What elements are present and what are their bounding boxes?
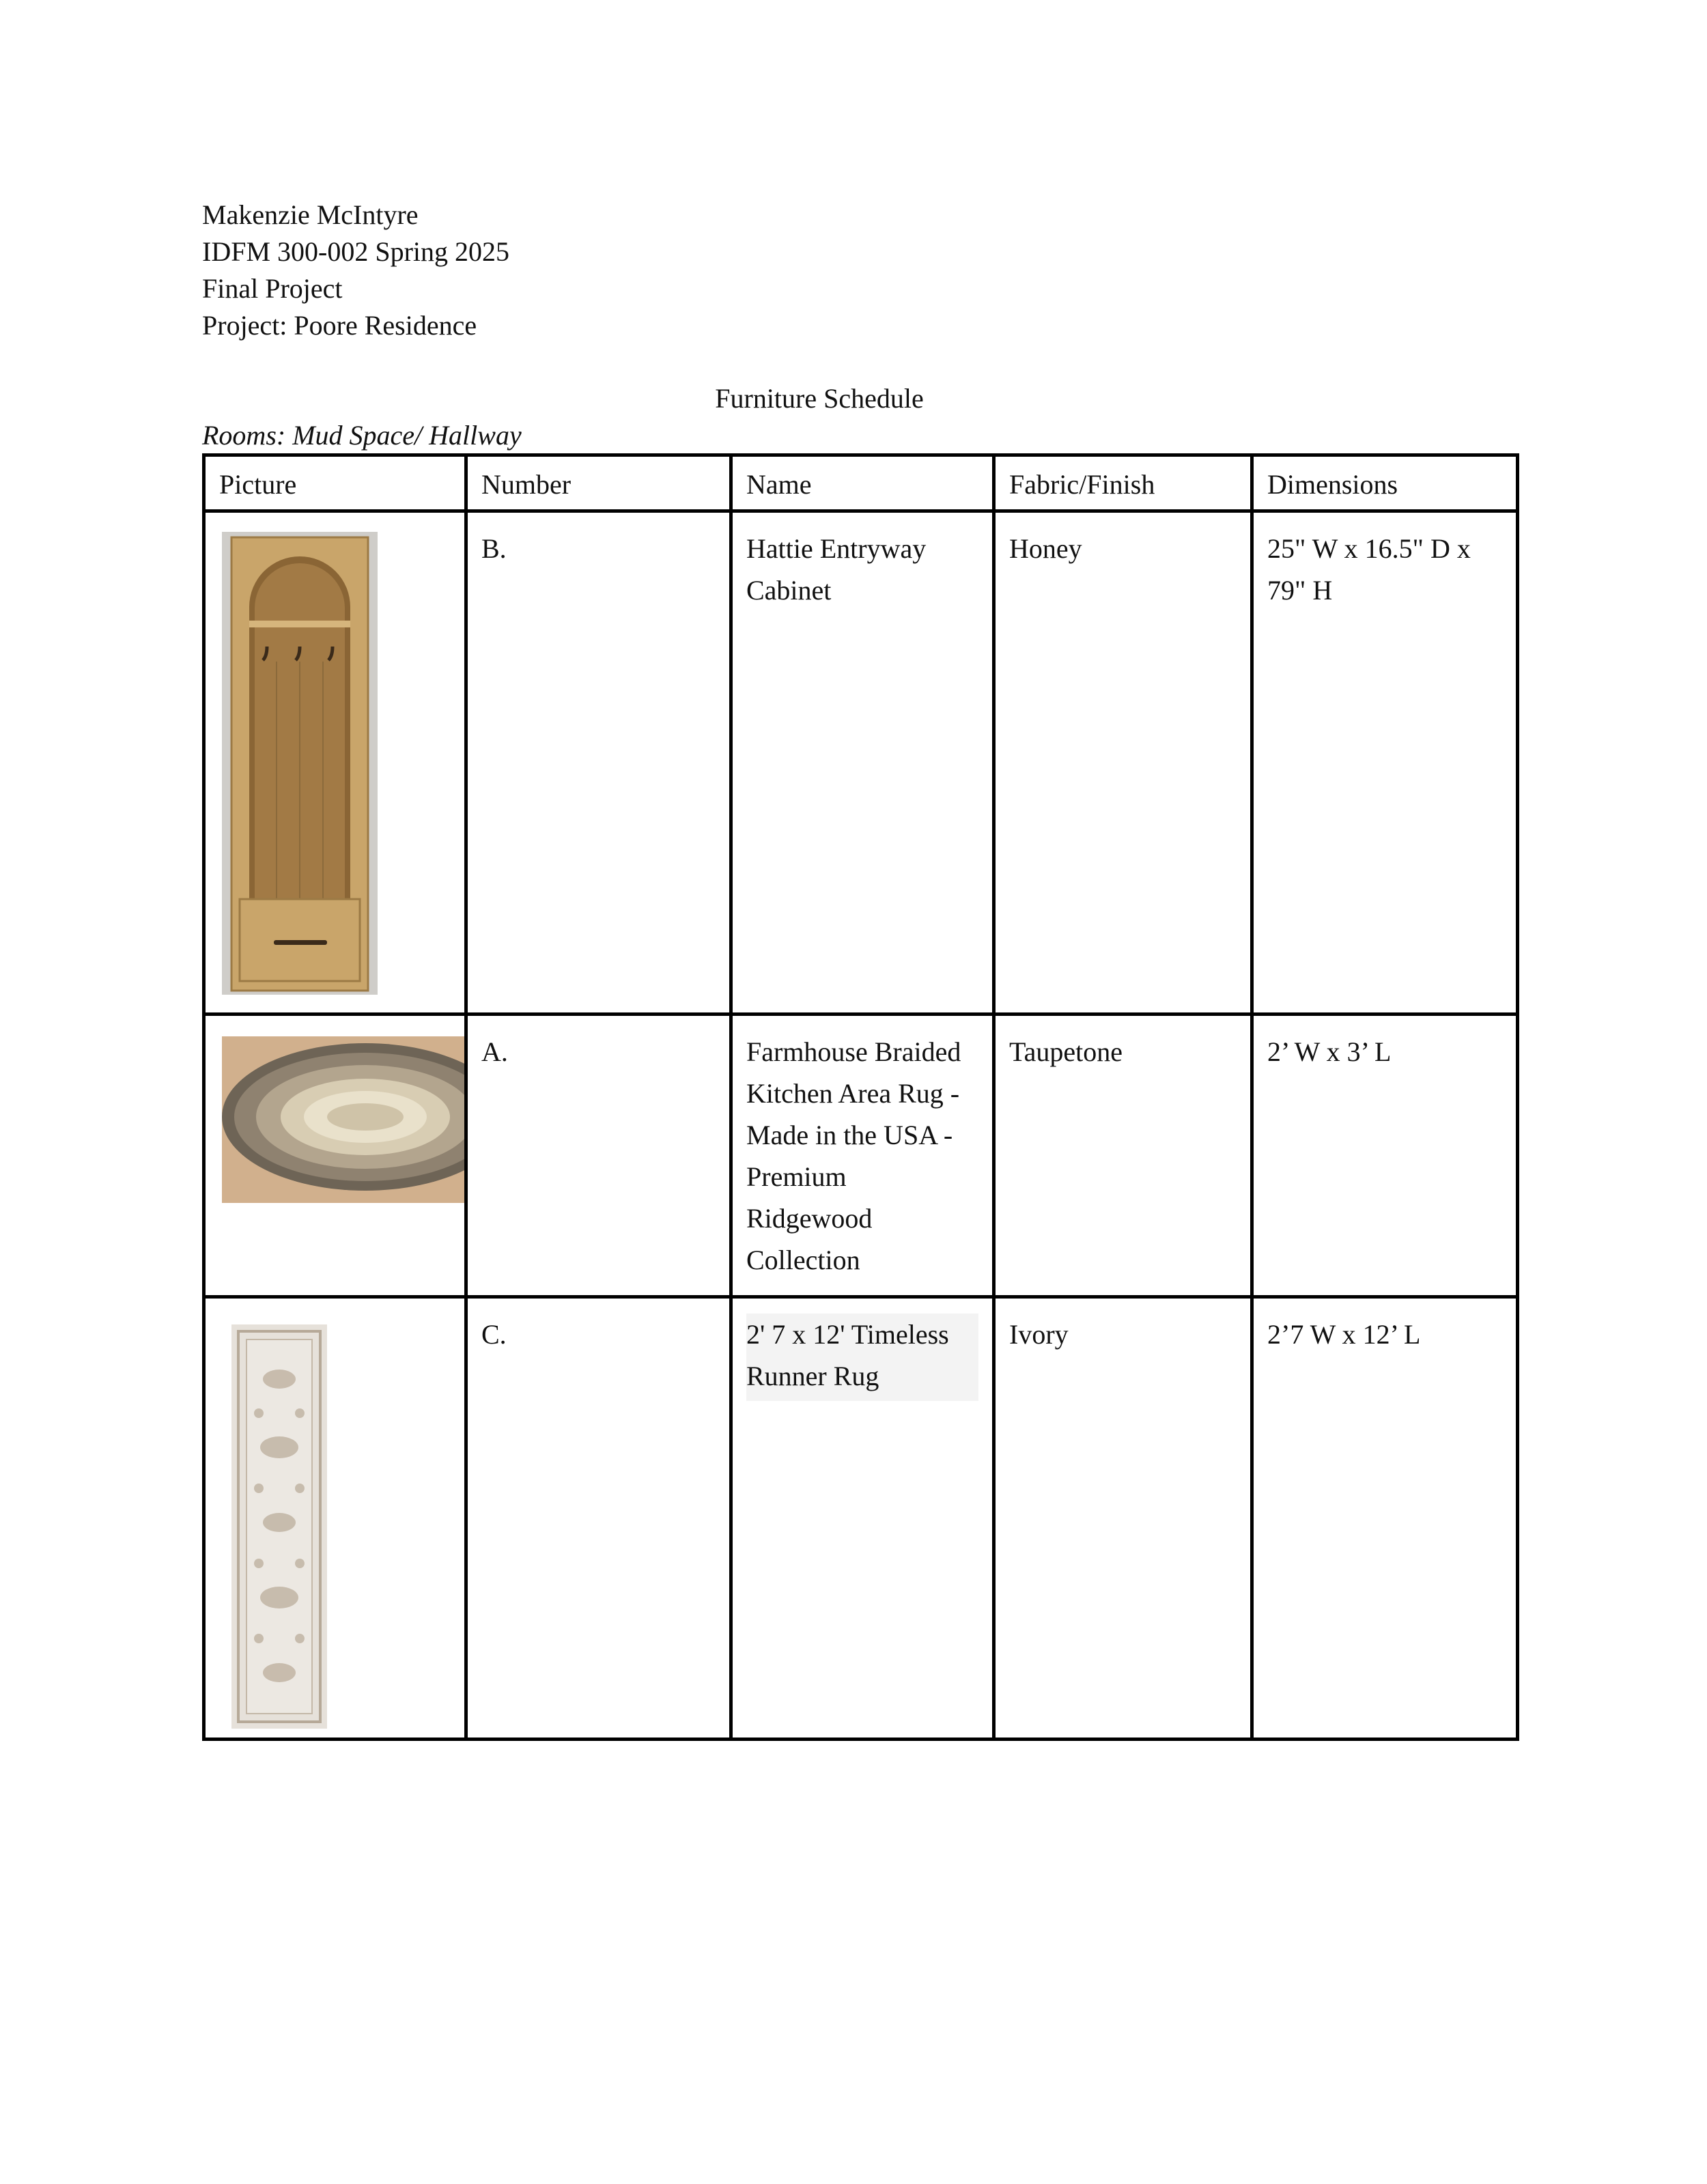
item-dimensions: 2’ W x 3’ L (1252, 1015, 1518, 1297)
column-header-dimensions: Dimensions (1252, 455, 1518, 511)
item-name: 2' 7 x 12' Timeless Runner Rug (746, 1314, 978, 1401)
item-number: C. (466, 1297, 731, 1740)
assignment-title: Final Project (202, 273, 343, 304)
rooms-label: Rooms: Mud Space/ Hallway (202, 420, 522, 451)
item-finish: Ivory (994, 1297, 1252, 1740)
item-name: Farmhouse Braided Kitchen Area Rug - Made in the USA - Premium Ridgewood Collection (731, 1015, 994, 1297)
document-title: Furniture Schedule (715, 383, 924, 414)
author-name: Makenzie McIntyre (202, 199, 419, 230)
table-row (204, 511, 1518, 1015)
item-dimensions: 25" W x 16.5" D x 79" H (1252, 511, 1518, 1015)
furniture-schedule-table (202, 453, 1519, 1741)
table-header-row (204, 455, 1518, 511)
item-name: Hattie Entryway Cabinet (731, 511, 994, 1015)
braided-oval-rug-photo (222, 1036, 466, 1203)
item-finish: Taupetone (994, 1015, 1252, 1297)
table-row (204, 1015, 1518, 1297)
item-number: B. (466, 511, 731, 1015)
item-dimensions: 2’7 W x 12’ L (1252, 1297, 1518, 1740)
column-header-finish: Fabric/Finish (994, 455, 1252, 511)
table-row (204, 1297, 1518, 1740)
entryway-cabinet-photo (222, 532, 378, 995)
header-block (202, 197, 509, 344)
column-header-picture: Picture (204, 455, 466, 511)
runner-rug-photo (231, 1324, 327, 1729)
column-header-number: Number (466, 455, 731, 511)
picture-cell (204, 511, 466, 1015)
picture-cell (204, 1297, 466, 1740)
course-info: IDFM 300-002 Spring 2025 (202, 236, 510, 267)
item-finish: Honey (994, 511, 1252, 1015)
project-name: Project: Poore Residence (202, 310, 477, 341)
column-header-name: Name (731, 455, 994, 511)
picture-cell (204, 1015, 466, 1297)
item-name-cell (731, 1297, 994, 1740)
item-number: A. (466, 1015, 731, 1297)
